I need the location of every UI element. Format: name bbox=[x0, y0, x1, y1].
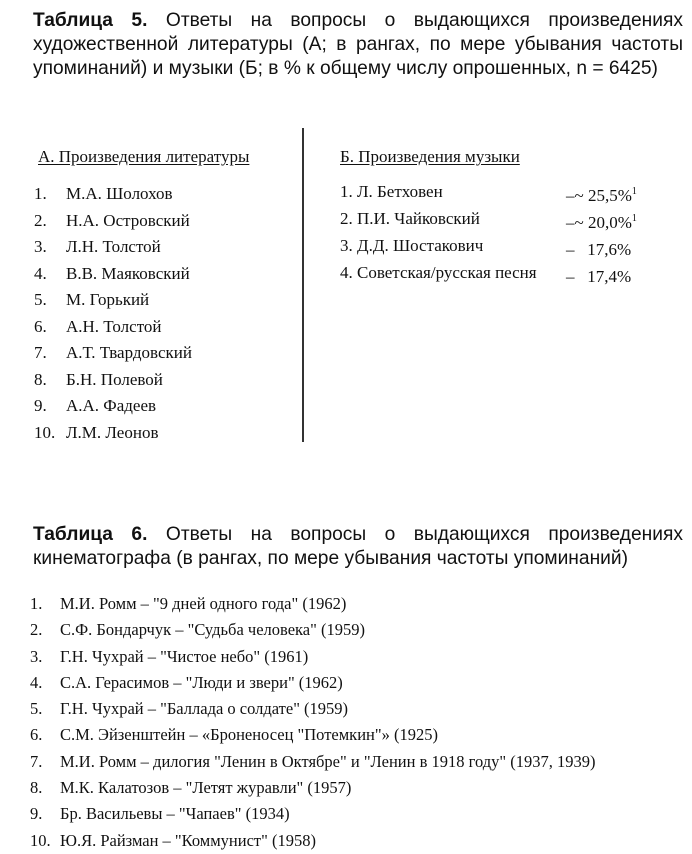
item-number: 10. bbox=[34, 422, 56, 442]
table6-caption bbox=[33, 523, 683, 571]
item-text: Л.М. Леонов bbox=[66, 422, 159, 442]
list-item bbox=[30, 722, 680, 748]
item-number: 8. bbox=[30, 778, 43, 798]
item-text: А.Т. Твардовский bbox=[66, 343, 192, 362]
list-item bbox=[34, 181, 284, 208]
item-number: 6. bbox=[30, 725, 43, 745]
table5-label: Таблица 5. bbox=[33, 10, 148, 31]
footnote-mark: 1 bbox=[631, 213, 637, 224]
list-item bbox=[34, 367, 284, 394]
list-item bbox=[30, 670, 680, 696]
item-number: 10. bbox=[30, 830, 51, 850]
item-text: Г.Н. Чухрай – "Баллада о солдате" (1959) bbox=[60, 699, 349, 719]
list-item bbox=[340, 178, 670, 205]
item-text: М.И. Ромм – дилогия "Ленин в Октябре" и "Ленин в 1918 году" (1937, 1939) bbox=[60, 751, 596, 771]
list-item bbox=[34, 340, 284, 367]
item-text: Бр. Васильевы – "Чапаев" (1934) bbox=[60, 804, 290, 824]
table5-caption-text: Ответы на вопросы о выдающихся произведениях художественной литературы (А; в рангах, по мере убывания частоты упоминаний) и музыки (Б; в % к общему числу опрошенных, n = 6425) bbox=[33, 10, 683, 79]
list-item bbox=[34, 234, 284, 261]
item-text: 2. П.И. Чайковский bbox=[340, 209, 480, 228]
item-number: 3. bbox=[30, 646, 43, 666]
percent-value: – 17,6% bbox=[566, 240, 632, 259]
item-number: 7. bbox=[34, 343, 47, 362]
music-heading: Б. Произведения музыки bbox=[340, 147, 520, 166]
item-text: Н.А. Островский bbox=[66, 210, 190, 230]
list-item bbox=[340, 232, 670, 259]
list-item bbox=[34, 208, 284, 235]
music-list bbox=[340, 178, 670, 286]
item-number: 4. bbox=[30, 672, 43, 692]
list-item bbox=[30, 775, 680, 801]
literature-list bbox=[34, 181, 284, 446]
item-text: Г.Н. Чухрай – "Чистое небо" (1961) bbox=[60, 646, 309, 666]
item-number: 7. bbox=[30, 751, 43, 771]
list-item bbox=[340, 205, 670, 232]
percent-value: –~ 20,0% bbox=[566, 213, 632, 232]
item-text: М.И. Ромм – "9 дней одного года" (1962) bbox=[60, 594, 347, 613]
list-item bbox=[34, 287, 284, 314]
table6-caption-text: Ответы на вопросы о выдающихся произведениях кинематографа (в рангах, по мере убывания частоты упоминаний) bbox=[33, 524, 683, 569]
percent-value: – 17,4% bbox=[566, 267, 632, 286]
item-text: 1. Л. Бетховен bbox=[340, 182, 443, 201]
item-number: 3. bbox=[34, 237, 47, 256]
list-item bbox=[30, 644, 680, 670]
item-number: 5. bbox=[34, 290, 47, 309]
item-text: 3. Д.Д. Шостакович bbox=[340, 236, 484, 255]
film-list bbox=[30, 591, 680, 854]
item-text: М.К. Калатозов – "Летят журавли" (1957) bbox=[60, 778, 352, 798]
item-text: А.А. Фадеев bbox=[66, 396, 157, 415]
item-text: С.А. Герасимов – "Люди и звери" (1962) bbox=[60, 672, 343, 692]
list-item bbox=[30, 617, 680, 643]
item-text: А.Н. Толстой bbox=[66, 316, 162, 336]
item-text: М.А. Шолохов bbox=[66, 184, 173, 203]
list-item bbox=[30, 828, 680, 854]
item-percent bbox=[566, 259, 631, 290]
list-item bbox=[340, 259, 670, 286]
list-item bbox=[34, 314, 284, 341]
item-number: 5. bbox=[30, 699, 43, 719]
item-number: 9. bbox=[30, 804, 43, 824]
item-text: Б.Н. Полевой bbox=[66, 369, 163, 389]
list-item bbox=[34, 393, 284, 420]
item-number: 2. bbox=[34, 210, 47, 230]
percent-value: –~ 25,5% bbox=[566, 186, 632, 205]
item-text: М. Горький bbox=[66, 290, 150, 309]
footnote-mark: 1 bbox=[631, 186, 637, 197]
item-text: С.М. Эйзенштейн – «Броненосец "Потемкин"» (1925) bbox=[60, 725, 438, 745]
item-number: 8. bbox=[34, 369, 47, 389]
item-text: Ю.Я. Райзман – "Коммунист" (1958) bbox=[60, 830, 316, 850]
item-text: 4. Советская/русская песня bbox=[340, 263, 537, 282]
list-item bbox=[30, 801, 680, 827]
item-number: 9. bbox=[34, 396, 47, 415]
item-number: 4. bbox=[34, 263, 47, 283]
list-item bbox=[34, 261, 284, 288]
list-item bbox=[30, 749, 680, 775]
column-divider bbox=[302, 128, 304, 442]
item-number: 1. bbox=[30, 594, 43, 613]
list-item bbox=[34, 420, 284, 447]
list-item bbox=[30, 696, 680, 722]
literature-heading: А. Произведения литературы bbox=[38, 147, 250, 166]
item-number: 1. bbox=[34, 184, 47, 203]
item-number: 6. bbox=[34, 316, 47, 336]
list-item bbox=[30, 591, 680, 617]
table6-label: Таблица 6. bbox=[33, 524, 148, 545]
item-number: 2. bbox=[30, 620, 43, 640]
item-text: С.Ф. Бондарчук – "Судьба человека" (1959) bbox=[60, 620, 365, 640]
table5-caption bbox=[33, 9, 683, 81]
item-text: В.В. Маяковский bbox=[66, 263, 190, 283]
item-text: Л.Н. Толстой bbox=[66, 237, 161, 256]
